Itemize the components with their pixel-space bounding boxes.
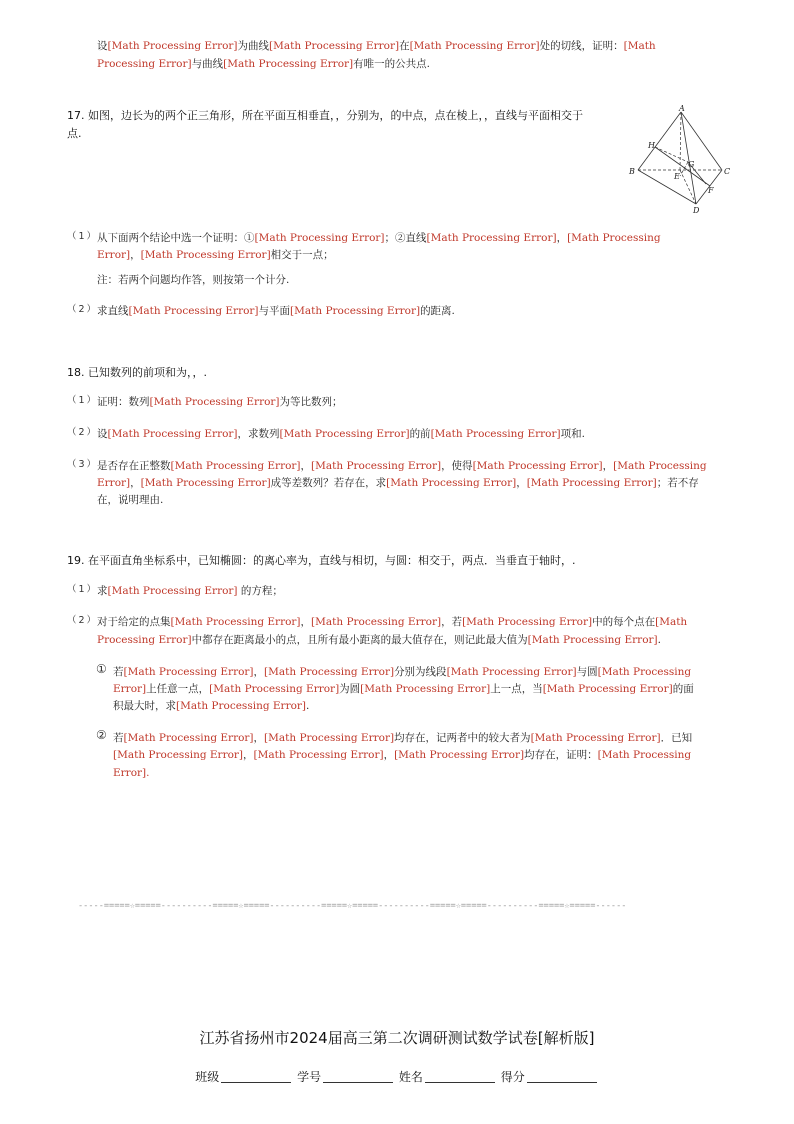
edge-ad (681, 112, 696, 204)
name-blank[interactable] (425, 1070, 495, 1083)
student-id-label: 学号 (297, 1070, 322, 1084)
q18-part1-number: （1） (67, 395, 99, 406)
tetrahedron-figure (626, 104, 732, 214)
q19-part2-line-2: Processing Error]中都存在距离最小的点，且所有最小距离的最大值存在，则记此最大值为[Math Processing Error]. (97, 634, 661, 646)
label-a: A (679, 104, 685, 113)
line-ge-hidden (680, 162, 688, 176)
q17-part2-number: （2） (67, 304, 99, 315)
q19-part2-line-1: 对于给定的点集[Math Processing Error]，[Math Processing Error]，若[Math Processing Error]中的每个点在[Math (97, 616, 688, 628)
label-g: G (688, 160, 695, 169)
q17-part2-line: 求直线[Math Processing Error]与平面[Math Processing Error]的距离. (97, 305, 455, 317)
line-hf (655, 147, 710, 186)
q18-part1-line: 证明：数列[Math Processing Error]为等比数列； (97, 396, 343, 408)
q19-sub2-line-1: 若[Math Processing Error]，[Math Processing Error]均存在，记两者中的较大者为[Math Processing Error]．已知 (113, 732, 693, 744)
q17-part1-number: （1） (67, 231, 99, 242)
class-label: 班级 (195, 1070, 220, 1084)
label-c: C (724, 167, 731, 176)
q19-sub1-line-3: 积最大时，求[Math Processing Error]. (113, 700, 310, 712)
student-id-blank[interactable] (323, 1070, 393, 1083)
q19-sub1-line-2: Error]上任意一点，[Math Processing Error]为圆[Math Processing Error]上一点，当[Math Processing Error]的面 (113, 683, 694, 695)
label-h: H (648, 141, 655, 150)
q16-line-2: Processing Error]与曲线[Math Processing Error]有唯一的公共点. (97, 58, 430, 70)
label-e: E (674, 172, 680, 181)
q17-part1-line-1: 从下面两个结论中选一个证明：①[Math Processing Error]；②直线[Math Processing Error]，[Math Processing (97, 232, 661, 244)
q19-sub2-marker: ② (96, 728, 107, 742)
q19-part2-number: （2） (67, 615, 99, 626)
q18-part3-line-3: 在，说明理由. (97, 494, 164, 506)
q19-part1-line: 求[Math Processing Error] 的方程； (97, 585, 283, 597)
label-b: B (629, 167, 635, 176)
exam-title: 江苏省扬州市2024届高三第二次调研测试数学试卷[解析版] (199, 1029, 595, 1047)
score-label: 得分 (500, 1070, 525, 1084)
q18-title: 18. 已知数列的前项和为，，. (67, 366, 207, 379)
section-divider: -----=====☆=====----------=====☆=====----------=====☆=====----------=====☆=====----------=====☆=====------ (78, 901, 627, 911)
q17-title-cont: 点. (67, 127, 82, 140)
q18-part2-line: 设[Math Processing Error]，求数列[Math Processing Error]的前[Math Processing Error]项和. (97, 428, 585, 440)
q18-part3-number: （3） (67, 459, 99, 470)
line-hg-hidden (655, 147, 688, 162)
q19-sub2-line-2: [Math Processing Error]，[Math Processing Error]，[Math Processing Error]均存在，证明：[Math Processing (113, 749, 692, 761)
q17-part1-line-2: Error]，[Math Processing Error]相交于一点； (97, 249, 334, 261)
score-blank[interactable] (527, 1070, 597, 1083)
q19-title: 19. 在平面直角坐标系中，已知椭圆：的离心率为，直线与相切，与圆：相交于，两点．当垂直于轴时，. (67, 554, 576, 567)
q19-sub2-line-3: Error]. (113, 767, 150, 779)
q17-title: 17. 如图，边长为的两个正三角形，所在平面互相垂直，，分别为，的中点，点在棱上，，直线与平面相交于 (67, 109, 583, 122)
name-label: 姓名 (398, 1070, 423, 1084)
q18-part2-number: （2） (67, 427, 99, 438)
q19-sub1-marker: ① (96, 662, 107, 676)
label-d: D (693, 206, 700, 214)
q19-part1-number: （1） (67, 584, 99, 595)
class-blank[interactable] (221, 1070, 291, 1083)
q17-part1-note: 注：若两个问题均作答，则按第一个计分. (97, 274, 290, 286)
student-info-fields (0, 1068, 794, 1085)
label-f: F (708, 186, 714, 195)
q18-part3-line-1: 是否存在正整数[Math Processing Error]，[Math Processing Error]，使得[Math Processing Error]，[Math Processing (97, 460, 707, 472)
edge-bd (638, 170, 696, 204)
q19-sub1-line-1: 若[Math Processing Error]，[Math Processing Error]分别为线段[Math Processing Error]与圆[Math Processing (113, 666, 692, 678)
line-ae-hidden (680, 112, 681, 170)
q16-line-1: 设[Math Processing Error]为曲线[Math Processing Error]在[Math Processing Error]处的切线，证明：[Math (97, 40, 656, 52)
q18-part3-line-2: Error]，[Math Processing Error]成等差数列？若存在，求[Math Processing Error]，[Math Processing Error]；若不存 (97, 477, 699, 489)
